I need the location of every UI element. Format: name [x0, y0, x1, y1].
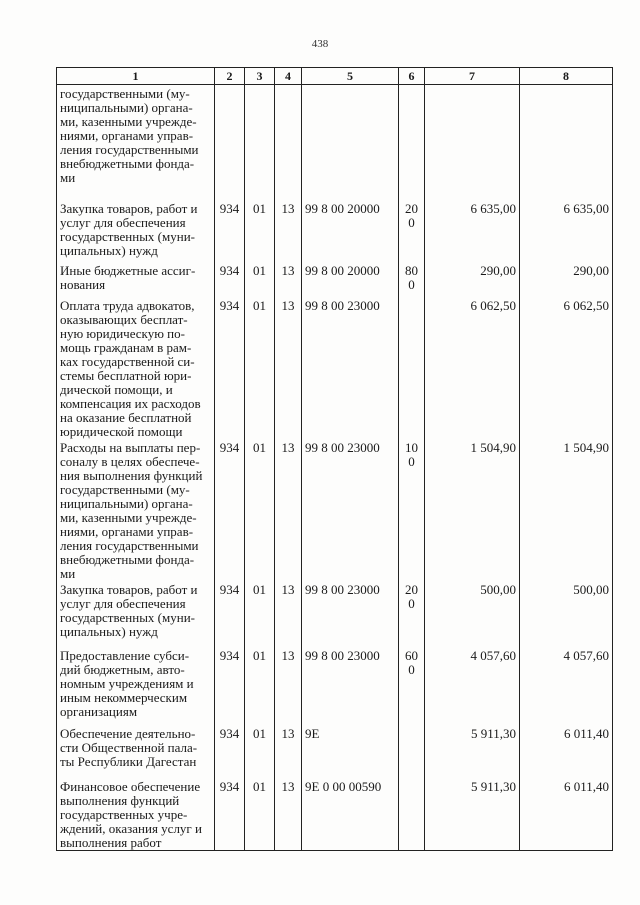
amount-year-1: 4 057,60 — [425, 647, 520, 725]
ministry-code: 934 — [215, 725, 245, 778]
subsection-code: 13 — [275, 647, 302, 725]
budget-table — [56, 67, 613, 851]
subsection-code: 13 — [275, 581, 302, 647]
expense-type-code: 600 — [399, 647, 425, 725]
section-code — [245, 85, 275, 200]
table-header-row — [57, 68, 613, 85]
amount-year-2: 290,00 — [520, 262, 613, 297]
ministry-code — [215, 85, 245, 200]
table-row — [57, 647, 613, 725]
amount-year-2: 6 011,40 — [520, 778, 613, 851]
row-description: Закупка товаров, работ и услуг для обеспечения государственных (муни- ципальных) нужд — [57, 581, 215, 647]
subsection-code: 13 — [275, 439, 302, 581]
column-header: 5 — [302, 68, 399, 85]
amount-year-1: 6 635,00 — [425, 200, 520, 262]
amount-year-1: 500,00 — [425, 581, 520, 647]
column-header: 6 — [399, 68, 425, 85]
row-description: Расходы на выплаты пер- соналу в целях обеспече- ния выполнения функций государственными (му- ниципальными) органа- ми, казенными учрежде- ниями, органами управ- ления государственными внебюджетными фонда- ми — [57, 439, 215, 581]
column-header: 1 — [57, 68, 215, 85]
amount-year-2: 6 635,00 — [520, 200, 613, 262]
ministry-code: 934 — [215, 262, 245, 297]
target-article-code: 9Е 0 00 00590 — [302, 778, 399, 851]
section-code: 01 — [245, 581, 275, 647]
target-article-code: 99 8 00 23000 — [302, 581, 399, 647]
subsection-code: 13 — [275, 297, 302, 439]
section-code: 01 — [245, 297, 275, 439]
subsection-code: 13 — [275, 200, 302, 262]
expense-type-code — [399, 297, 425, 439]
amount-year-2: 6 062,50 — [520, 297, 613, 439]
section-code: 01 — [245, 200, 275, 262]
ministry-code: 934 — [215, 200, 245, 262]
expense-type-code — [399, 725, 425, 778]
section-code: 01 — [245, 439, 275, 581]
column-header: 4 — [275, 68, 302, 85]
column-header: 2 — [215, 68, 245, 85]
amount-year-2: 500,00 — [520, 581, 613, 647]
amount-year-2: 6 011,40 — [520, 725, 613, 778]
target-article-code: 99 8 00 23000 — [302, 439, 399, 581]
target-article-code — [302, 85, 399, 200]
column-header: 8 — [520, 68, 613, 85]
section-code: 01 — [245, 647, 275, 725]
amount-year-1 — [425, 85, 520, 200]
table-row — [57, 725, 613, 778]
ministry-code: 934 — [215, 778, 245, 851]
amount-year-1: 5 911,30 — [425, 778, 520, 851]
ministry-code: 934 — [215, 439, 245, 581]
table-row — [57, 200, 613, 262]
amount-year-1: 290,00 — [425, 262, 520, 297]
expense-type-code: 800 — [399, 262, 425, 297]
amount-year-2: 1 504,90 — [520, 439, 613, 581]
table-row — [57, 297, 613, 439]
expense-type-code: 200 — [399, 200, 425, 262]
row-description: Иные бюджетные ассиг- нования — [57, 262, 215, 297]
column-header: 3 — [245, 68, 275, 85]
row-description: государственными (му- ниципальными) органа- ми, казенными учрежде- ниями, органами управ- ления государственными внебюджетными фонда- ми — [57, 85, 215, 200]
subsection-code: 13 — [275, 262, 302, 297]
expense-type-code — [399, 778, 425, 851]
table-row — [57, 581, 613, 647]
expense-type-code: 100 — [399, 439, 425, 581]
ministry-code: 934 — [215, 297, 245, 439]
row-description: Оплата труда адвокатов, оказывающих бесплат- ную юридическую по- мощь гражданам в рам- ках государственной си- стемы бесплатной юри- дической помощи, и компенсация их расходов на оказание бесплатной юридической помощи — [57, 297, 215, 439]
section-code: 01 — [245, 778, 275, 851]
section-code: 01 — [245, 262, 275, 297]
table-row — [57, 439, 613, 581]
table-row — [57, 778, 613, 851]
amount-year-1: 6 062,50 — [425, 297, 520, 439]
row-description: Финансовое обеспечение выполнения функций государственных учре- ждений, оказания услуг и выполнения работ — [57, 778, 215, 851]
target-article-code: 9Е — [302, 725, 399, 778]
page-number: 438 — [311, 38, 329, 50]
ministry-code: 934 — [215, 647, 245, 725]
expense-type-code — [399, 85, 425, 200]
subsection-code: 13 — [275, 778, 302, 851]
subsection-code — [275, 85, 302, 200]
target-article-code: 99 8 00 20000 — [302, 200, 399, 262]
row-description: Обеспечение деятельно- сти Общественной пала- ты Республики Дагестан — [57, 725, 215, 778]
amount-year-2: 4 057,60 — [520, 647, 613, 725]
expense-type-code: 200 — [399, 581, 425, 647]
amount-year-1: 5 911,30 — [425, 725, 520, 778]
row-description: Закупка товаров, работ и услуг для обеспечения государственных (муни- ципальных) нужд — [57, 200, 215, 262]
amount-year-2 — [520, 85, 613, 200]
target-article-code: 99 8 00 20000 — [302, 262, 399, 297]
ministry-code: 934 — [215, 581, 245, 647]
target-article-code: 99 8 00 23000 — [302, 297, 399, 439]
subsection-code: 13 — [275, 725, 302, 778]
section-code: 01 — [245, 725, 275, 778]
target-article-code: 99 8 00 23000 — [302, 647, 399, 725]
column-header: 7 — [425, 68, 520, 85]
amount-year-1: 1 504,90 — [425, 439, 520, 581]
table-row — [57, 85, 613, 200]
table-row — [57, 262, 613, 297]
row-description: Предоставление субси- дий бюджетным, авто- номным учреждениям и иным некоммерческим организациям — [57, 647, 215, 725]
